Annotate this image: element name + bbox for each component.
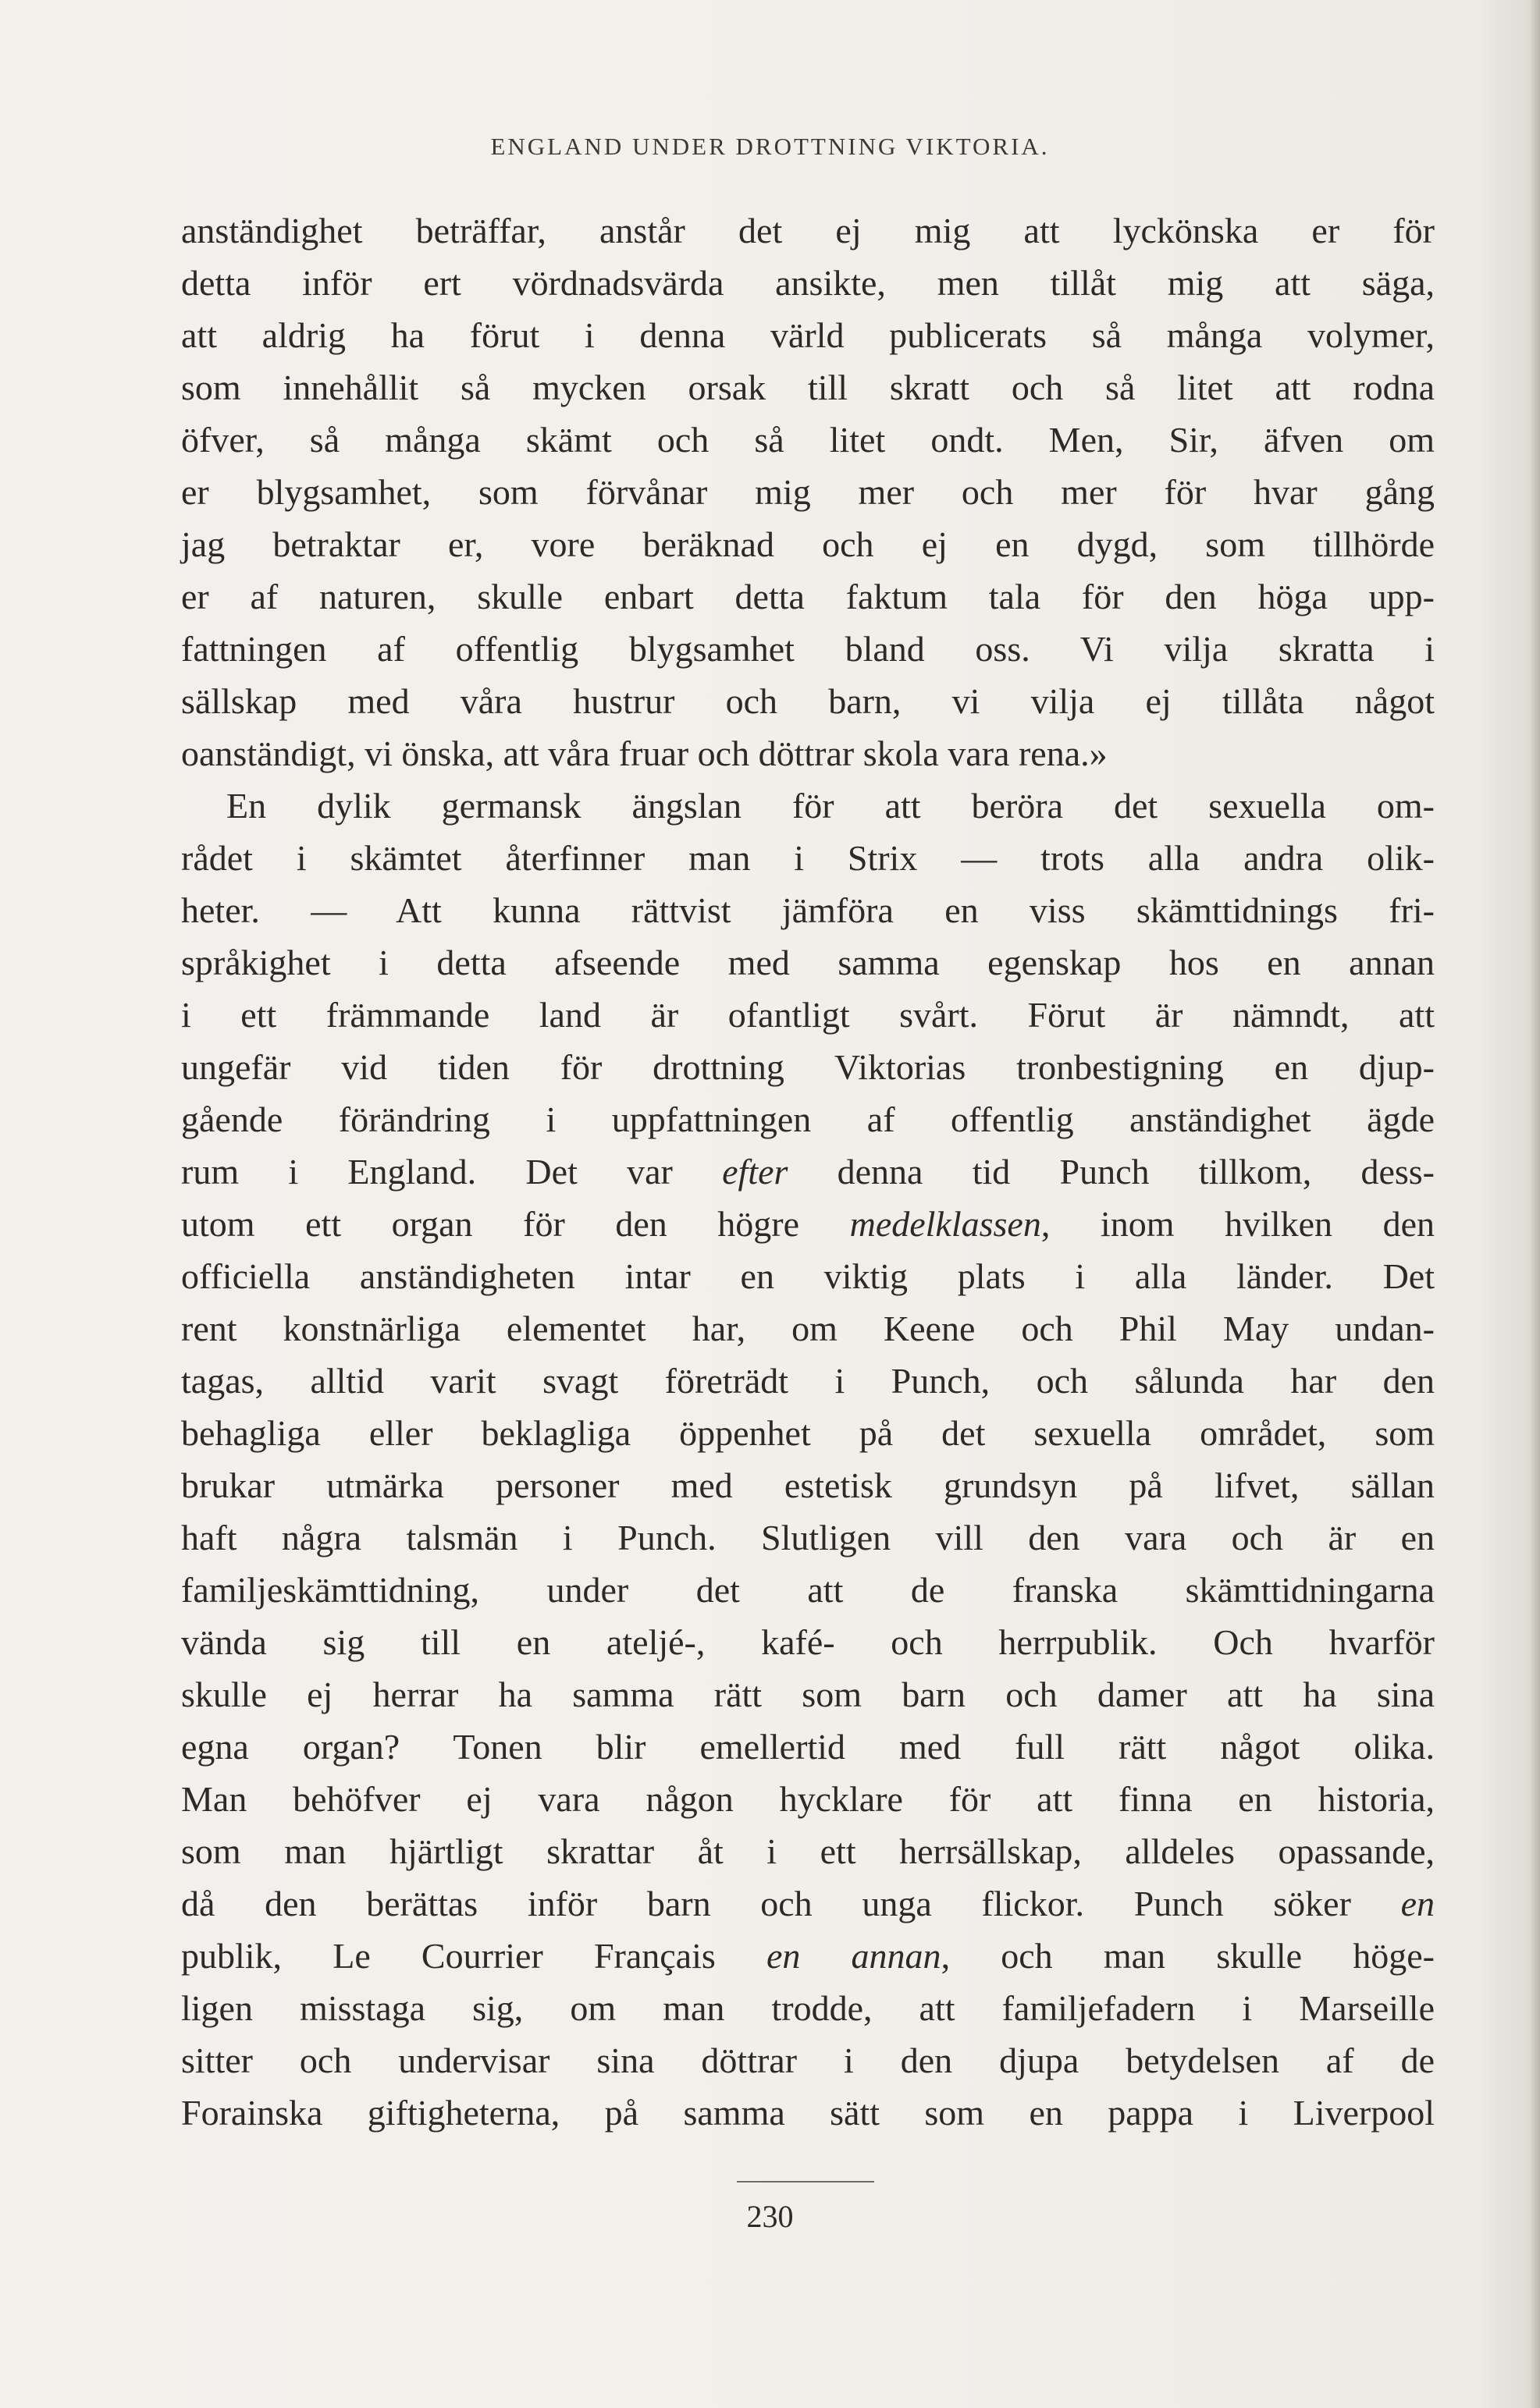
text-line xyxy=(181,257,1435,309)
text-line xyxy=(181,884,1435,936)
page-edge-shadow xyxy=(1529,0,1540,2408)
text-run: detta inför ert vördnadsvärda ansikte, men tillåt mig att säga, xyxy=(181,263,1435,303)
text-line xyxy=(181,1355,1435,1407)
text-run: som innehållit så mycken orsak till skratt och så litet att rodna xyxy=(181,368,1435,407)
italic-emphasis: en xyxy=(1400,1884,1435,1923)
text-line xyxy=(181,623,1435,675)
text-line xyxy=(181,1459,1435,1511)
text-line xyxy=(181,1877,1435,1930)
text-line xyxy=(181,466,1435,518)
text-line xyxy=(181,1930,1435,1982)
text-run: rent konstnärliga elementet har, om Keene och Phil May undan- xyxy=(181,1309,1435,1348)
text-run: rådet i skämtet återfinner man i Strix — trots alla andra olik- xyxy=(181,838,1435,878)
text-run: ligen misstaga sig, om man trodde, att familjefadern i Marseille xyxy=(181,1988,1435,2028)
text-line xyxy=(181,1145,1435,1198)
text-run: Forainska giftigheterna, på samma sätt som en pappa i Liverpool xyxy=(181,2093,1435,2133)
text-line xyxy=(181,518,1435,570)
text-line xyxy=(181,1302,1435,1355)
text-run: att aldrig ha förut i denna värld publicerats så många volymer, xyxy=(181,315,1435,355)
text-line xyxy=(181,1668,1435,1721)
text-run: publik, Le Courrier Français xyxy=(181,1936,766,1976)
text-line xyxy=(181,780,1435,832)
text-run: officiella anständigheten intar en viktig plats i alla länder. Det xyxy=(181,1256,1435,1296)
text-line xyxy=(181,936,1435,989)
text-run: Man behöfver ej vara någon hycklare för att finna en historia, xyxy=(181,1779,1435,1819)
text-line xyxy=(181,832,1435,884)
text-run: som man hjärtligt skrattar åt i ett herrsällskap, alldeles opassande, xyxy=(181,1831,1435,1871)
text-run: utom ett organ för den högre xyxy=(181,1204,850,1244)
text-line xyxy=(181,204,1435,257)
text-run: gående förändring i uppfattningen af offentlig anständighet ägde xyxy=(181,1099,1435,1139)
text-line xyxy=(181,570,1435,623)
text-run: jag betraktar er, vore beräknad och ej en dygd, som tillhörde xyxy=(181,524,1435,564)
text-run: fattningen af offentlig blygsamhet bland oss. Vi vilja skratta i xyxy=(181,629,1435,669)
text-run: En dylik germansk ängslan för att beröra det sexuella om- xyxy=(226,786,1435,826)
text-line xyxy=(181,727,1435,780)
text-line xyxy=(181,1721,1435,1773)
text-line xyxy=(181,1564,1435,1616)
text-run: anständighet beträffar, anstår det ej mig att lyckönska er för xyxy=(181,211,1435,250)
text-line xyxy=(181,2087,1435,2139)
running-head: ENGLAND UNDER DROTTNING VIKTORIA. xyxy=(490,133,1050,160)
text-line xyxy=(181,414,1435,466)
text-line xyxy=(181,1982,1435,2034)
text-run: då den berättas inför barn och unga flickor. Punch söker xyxy=(181,1884,1401,1923)
text-run: sällskap med våra hustrur och barn, vi vilja ej tillåta något xyxy=(181,681,1435,721)
text-run: heter. — Att kunna rättvist jämföra en viss skämttidnings fri- xyxy=(181,890,1435,930)
text-run: språkighet i detta afseende med samma egenskap hos en annan xyxy=(181,943,1435,982)
body-text xyxy=(181,204,1435,2139)
text-line xyxy=(181,1616,1435,1668)
text-line xyxy=(181,1825,1435,1877)
text-run: rum i England. Det var xyxy=(181,1152,723,1192)
text-run: haft några talsmän i Punch. Slutligen vill den vara och är en xyxy=(181,1518,1435,1557)
text-line xyxy=(181,1041,1435,1093)
text-run: vända sig till en ateljé-, kafé- och herrpublik. Och hvarför xyxy=(181,1622,1435,1662)
text-run: er blygsamhet, som förvånar mig mer och mer för hvar gång xyxy=(181,472,1435,512)
text-run: egna organ? Tonen blir emellertid med full rätt något olika. xyxy=(181,1727,1435,1767)
text-run: öfver, så många skämt och så litet ondt. Men, Sir, äfven om xyxy=(181,420,1435,460)
text-line xyxy=(181,361,1435,414)
text-run: behagliga eller beklagliga öppenhet på det sexuella området, som xyxy=(181,1413,1435,1453)
text-run: ungefär vid tiden för drottning Viktorias tronbestigning en djup- xyxy=(181,1047,1435,1087)
italic-emphasis: en annan xyxy=(766,1936,941,1976)
text-run: familjeskämttidning, under det att de franska skämttidningarna xyxy=(181,1570,1435,1610)
text-run: denna tid Punch tillkom, dess- xyxy=(788,1152,1435,1192)
text-line xyxy=(181,1407,1435,1459)
text-line xyxy=(181,1511,1435,1564)
text-line xyxy=(181,1198,1435,1250)
text-line xyxy=(181,1250,1435,1302)
text-run: , och man skulle höge- xyxy=(941,1936,1435,1976)
text-run: i ett främmande land är ofantligt svårt. Förut är nämndt, att xyxy=(181,995,1435,1035)
text-line xyxy=(181,675,1435,727)
text-run: brukar utmärka personer med estetisk grundsyn på lifvet, sällan xyxy=(181,1465,1435,1505)
text-run: er af naturen, skulle enbart detta faktum tala för den höga upp- xyxy=(181,577,1435,616)
text-line xyxy=(181,989,1435,1041)
text-line xyxy=(181,2034,1435,2087)
text-line xyxy=(181,1773,1435,1825)
italic-emphasis: efter xyxy=(722,1152,788,1192)
text-run: sitter och undervisar sina döttrar i den djupa betydelsen af de xyxy=(181,2040,1435,2080)
text-run: oanständigt, vi önska, att våra fruar och döttrar skola vara rena.» xyxy=(181,733,1108,773)
text-run: tagas, alltid varit svagt företrädt i Punch, och sålunda har den xyxy=(181,1361,1435,1401)
text-run: skulle ej herrar ha samma rätt som barn och damer att ha sina xyxy=(181,1675,1435,1714)
italic-emphasis: medelklassen xyxy=(849,1204,1041,1244)
footer-rule xyxy=(737,2181,874,2182)
text-line xyxy=(181,309,1435,361)
text-run: , inom hvilken den xyxy=(1040,1204,1435,1244)
page-number: 230 xyxy=(746,2199,794,2234)
text-line xyxy=(181,1093,1435,1145)
